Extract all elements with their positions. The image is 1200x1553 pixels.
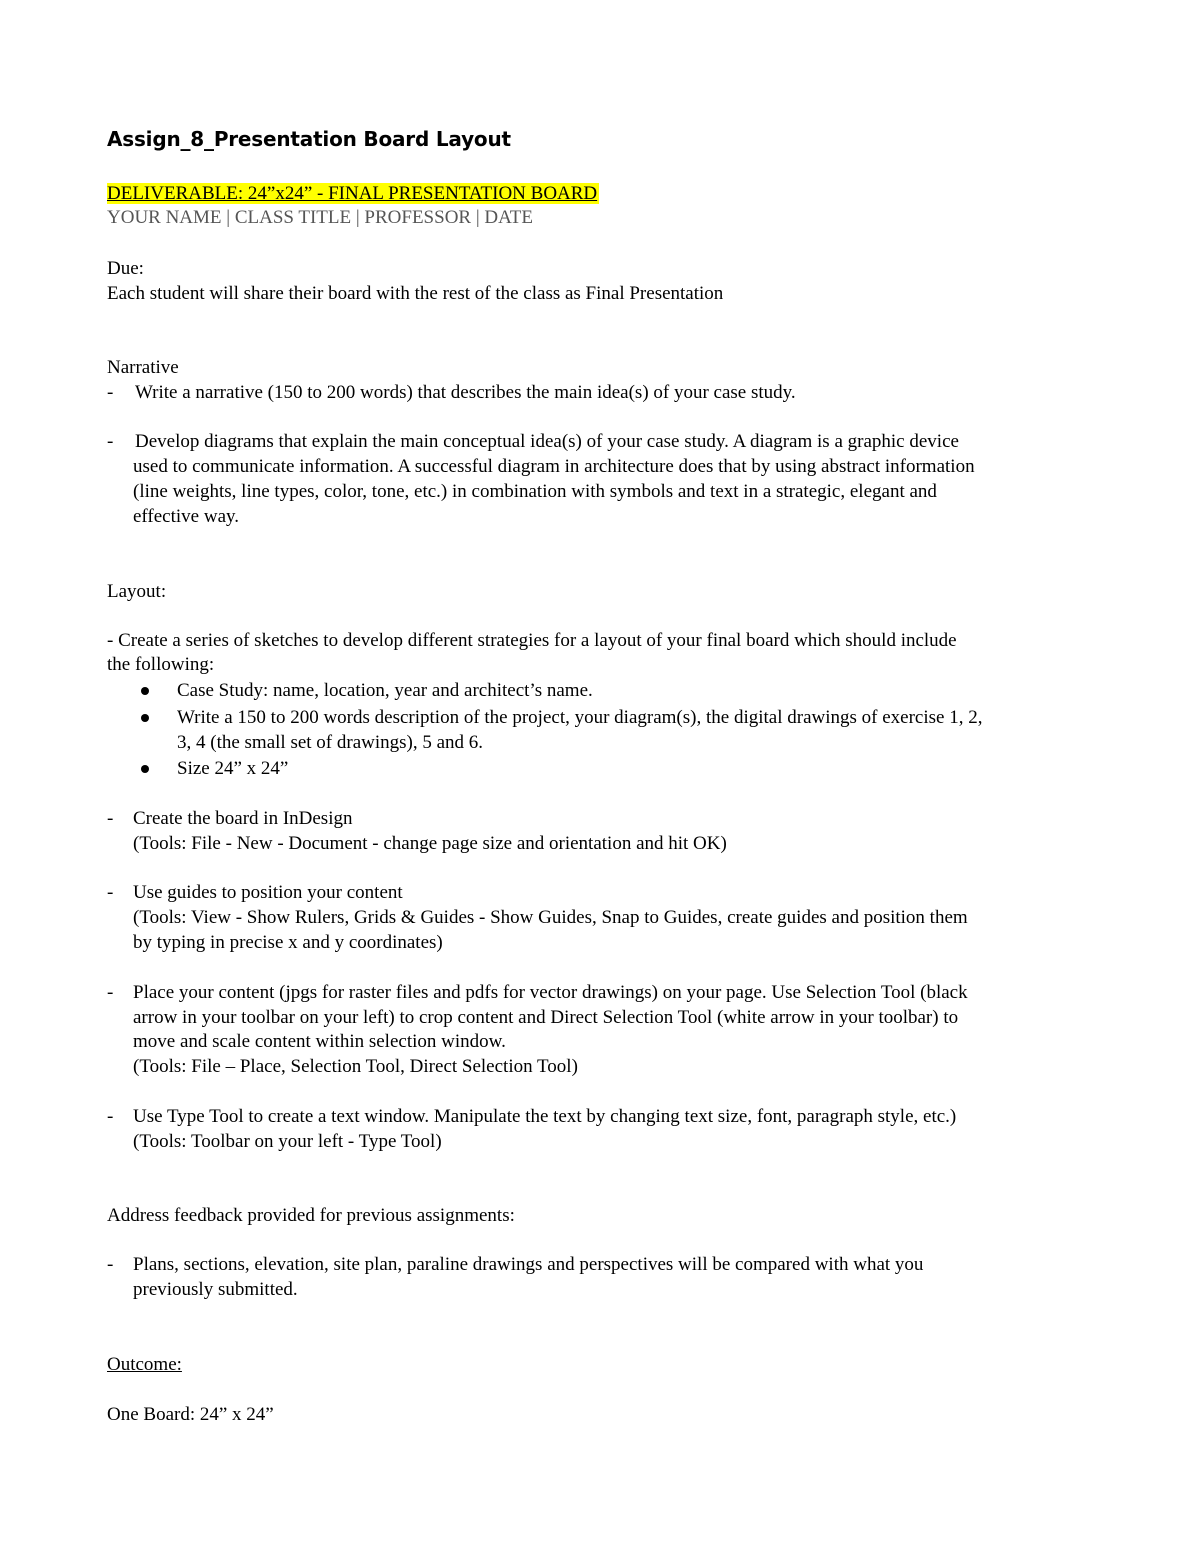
layout-bullet-2-line-2: 3, 4 (the small set of drawings), 5 and 6. (177, 732, 484, 753)
narrative-item-2-line-3: (line weights, line types, color, tone, etc.) in combination with symbols and text in a strategic, elegant and (133, 481, 937, 502)
layout-item-2-line-3: by typing in precise x and y coordinates) (133, 932, 443, 953)
outcome-text: One Board: 24” x 24” (107, 1404, 274, 1425)
due-text: Each student will share their board with the rest of the class as Final Presentation (107, 283, 724, 304)
layout-intro-line-1: - Create a series of sketches to develop different strategies for a layout of your final board which should include (107, 630, 957, 651)
dash-marker: - (107, 382, 114, 403)
layout-item-2-line-1: Use guides to position your content (133, 882, 403, 903)
dash-marker: - (107, 982, 114, 1003)
dash-marker: - (107, 1254, 114, 1275)
bullet-marker (141, 714, 149, 722)
layout-bullet-1: Case Study: name, location, year and architect’s name. (177, 680, 593, 701)
bullet-marker (141, 687, 149, 695)
layout-label: Layout: (107, 581, 167, 602)
layout-item-4-line-1: Use Type Tool to create a text window. Manipulate the text by changing text size, font, paragraph style, etc.) (133, 1106, 957, 1127)
outcome-label: Outcome: (107, 1354, 182, 1375)
feedback-item-line-2: previously submitted. (133, 1279, 298, 1300)
bullet-marker (141, 765, 149, 773)
deliverable-highlight: DELIVERABLE: 24”x24” - FINAL PRESENTATION BOARD (107, 183, 598, 204)
feedback-label: Address feedback provided for previous assignments: (107, 1205, 515, 1226)
dash-marker: - (107, 808, 114, 829)
layout-item-1-line-1: Create the board in InDesign (133, 808, 353, 829)
dash-marker: - (107, 882, 114, 903)
narrative-item-2-line-2: used to communicate information. A successful diagram in architecture does that by using abstract information (133, 456, 975, 477)
narrative-label: Narrative (107, 357, 179, 378)
dash-marker: - (107, 431, 114, 452)
layout-bullet-2-line-1: Write a 150 to 200 words description of the project, your diagram(s), the digital drawings of exercise 1, 2, (177, 707, 983, 728)
layout-item-1-line-2: (Tools: File - New - Document - change page size and orientation and hit OK) (133, 833, 727, 854)
dash-marker: - (107, 1106, 114, 1127)
layout-item-2-line-2: (Tools: View - Show Rulers, Grids & Guides - Show Guides, Snap to Guides, create guides and position them (133, 907, 968, 928)
header-fields: YOUR NAME | CLASS TITLE | PROFESSOR | DATE (107, 207, 533, 228)
due-label: Due: (107, 258, 144, 279)
layout-item-3-line-3: move and scale content within selection window. (133, 1031, 506, 1052)
feedback-item-line-1: Plans, sections, elevation, site plan, paraline drawings and perspectives will be compared with what you (133, 1254, 924, 1275)
narrative-item-1-line-1: Write a narrative (150 to 200 words) that describes the main idea(s) of your case study. (135, 382, 796, 403)
deliverable-line (107, 181, 599, 206)
narrative-item-2-line-4: effective way. (133, 506, 240, 527)
layout-item-3-line-4: (Tools: File – Place, Selection Tool, Direct Selection Tool) (133, 1056, 578, 1077)
layout-bullet-3: Size 24” x 24” (177, 758, 289, 779)
layout-item-3-line-2: arrow in your toolbar on your left) to crop content and Direct Selection Tool (white arrow in your toolbar) to (133, 1007, 959, 1028)
layout-item-4-line-2: (Tools: Toolbar on your left - Type Tool) (133, 1131, 442, 1152)
layout-intro-line-2: the following: (107, 654, 215, 675)
narrative-item-2-line-1: Develop diagrams that explain the main conceptual idea(s) of your case study. A diagram is a graphic device (135, 431, 959, 452)
document-title: Assign_8_Presentation Board Layout (107, 127, 511, 151)
layout-item-3-line-1: Place your content (jpgs for raster files and pdfs for vector drawings) on your page. Use Selection Tool (black (133, 982, 968, 1003)
